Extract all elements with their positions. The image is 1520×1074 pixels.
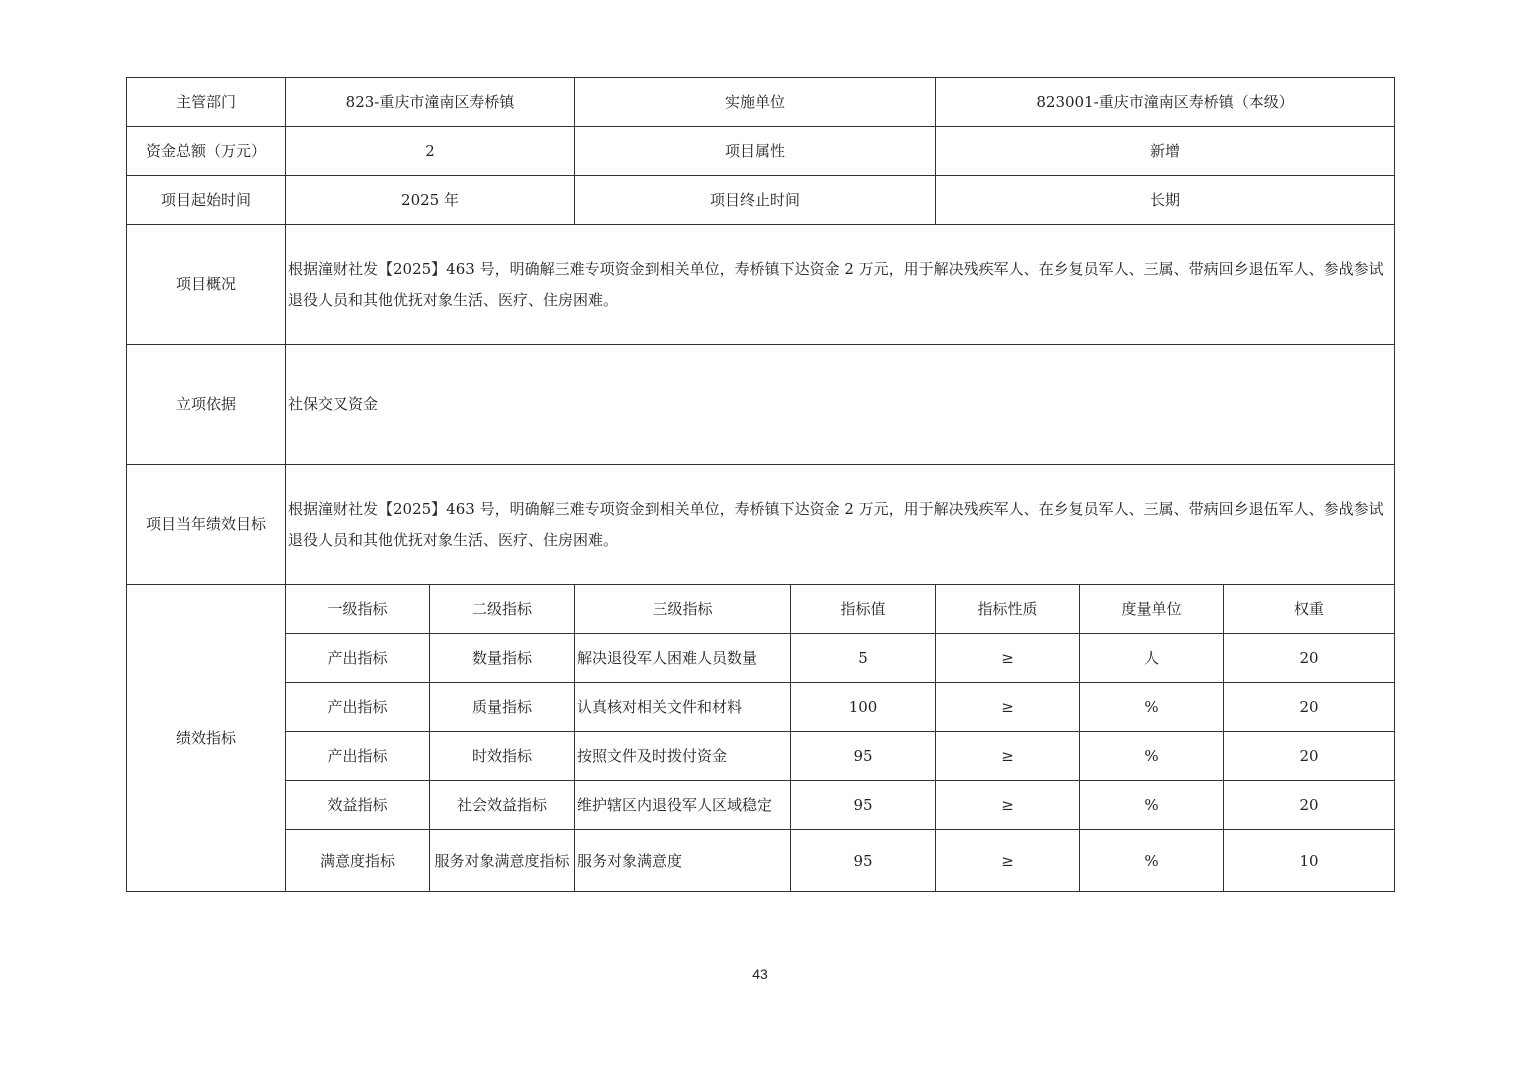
- metric-value: 95: [791, 732, 936, 781]
- header-level3: 三级指标: [575, 585, 791, 634]
- metric-unit: %: [1080, 781, 1224, 830]
- metric-row: [127, 634, 1395, 683]
- basis-label: 立项依据: [127, 345, 286, 465]
- metric-level1: 满意度指标: [286, 830, 430, 892]
- metric-weight: 20: [1224, 683, 1395, 732]
- header-level2: 二级指标: [430, 585, 575, 634]
- metric-value: 5: [791, 634, 936, 683]
- header-value: 指标值: [791, 585, 936, 634]
- basis-text: 社保交叉资金: [286, 345, 1395, 465]
- overview-label: 项目概况: [127, 225, 286, 345]
- end-label: 项目终止时间: [575, 176, 936, 225]
- header-nature: 指标性质: [936, 585, 1080, 634]
- attr-label: 项目属性: [575, 127, 936, 176]
- fund-label: 资金总额（万元）: [127, 127, 286, 176]
- performance-target-table: [126, 77, 1395, 892]
- row-overview: [127, 225, 1395, 345]
- metric-unit: %: [1080, 732, 1224, 781]
- metric-level1: 产出指标: [286, 634, 430, 683]
- metric-value: 100: [791, 683, 936, 732]
- metric-level2: 服务对象满意度指标: [430, 830, 575, 892]
- metric-level1: 产出指标: [286, 683, 430, 732]
- metric-nature: ≥: [936, 683, 1080, 732]
- header-level1: 一级指标: [286, 585, 430, 634]
- metric-value: 95: [791, 781, 936, 830]
- metric-row: [127, 830, 1395, 892]
- row-goal: [127, 465, 1395, 585]
- metric-unit: %: [1080, 683, 1224, 732]
- metric-level2: 数量指标: [430, 634, 575, 683]
- metric-row: [127, 781, 1395, 830]
- end-value: 长期: [936, 176, 1395, 225]
- metric-nature: ≥: [936, 732, 1080, 781]
- page-number: 43: [752, 966, 768, 982]
- row-department: [127, 78, 1395, 127]
- dept-label: 主管部门: [127, 78, 286, 127]
- fund-value: 2: [286, 127, 575, 176]
- metric-level1: 效益指标: [286, 781, 430, 830]
- unit-label: 实施单位: [575, 78, 936, 127]
- metric-level2: 时效指标: [430, 732, 575, 781]
- row-time: [127, 176, 1395, 225]
- metric-row: [127, 683, 1395, 732]
- metric-weight: 20: [1224, 781, 1395, 830]
- metric-level3: 服务对象满意度: [575, 830, 791, 892]
- metric-nature: ≥: [936, 830, 1080, 892]
- start-label: 项目起始时间: [127, 176, 286, 225]
- metric-row: [127, 732, 1395, 781]
- metric-level2: 质量指标: [430, 683, 575, 732]
- row-basis: [127, 345, 1395, 465]
- metric-weight: 10: [1224, 830, 1395, 892]
- metric-level1: 产出指标: [286, 732, 430, 781]
- metric-weight: 20: [1224, 732, 1395, 781]
- goal-text: 根据潼财社发【2025】463 号，明确解三难专项资金到相关单位，寿桥镇下达资金 2 万元，用于解决残疾军人、在乡复员军人、三属、带病回乡退伍军人、参战参试退役人员和其他优抚对象生活、医疗、住房困难。: [286, 465, 1395, 585]
- metric-level3: 认真核对相关文件和材料: [575, 683, 791, 732]
- metric-value: 95: [791, 830, 936, 892]
- metric-nature: ≥: [936, 634, 1080, 683]
- metric-unit: 人: [1080, 634, 1224, 683]
- row-fund: [127, 127, 1395, 176]
- metrics-section-label: 绩效指标: [127, 585, 286, 892]
- unit-value: 823001-重庆市潼南区寿桥镇（本级）: [936, 78, 1395, 127]
- metrics-header-row: [127, 585, 1395, 634]
- dept-value: 823-重庆市潼南区寿桥镇: [286, 78, 575, 127]
- metric-level3: 按照文件及时拨付资金: [575, 732, 791, 781]
- metric-weight: 20: [1224, 634, 1395, 683]
- attr-value: 新增: [936, 127, 1395, 176]
- goal-label: 项目当年绩效目标: [127, 465, 286, 585]
- metric-unit: %: [1080, 830, 1224, 892]
- header-unit: 度量单位: [1080, 585, 1224, 634]
- metric-level2: 社会效益指标: [430, 781, 575, 830]
- metric-level3: 解决退役军人困难人员数量: [575, 634, 791, 683]
- header-weight: 权重: [1224, 585, 1395, 634]
- start-value: 2025 年: [286, 176, 575, 225]
- overview-text: 根据潼财社发【2025】463 号，明确解三难专项资金到相关单位，寿桥镇下达资金 2 万元，用于解决残疾军人、在乡复员军人、三属、带病回乡退伍军人、参战参试退役人员和其他优抚对象生活、医疗、住房困难。: [286, 225, 1395, 345]
- metric-level3: 维护辖区内退役军人区域稳定: [575, 781, 791, 830]
- metric-nature: ≥: [936, 781, 1080, 830]
